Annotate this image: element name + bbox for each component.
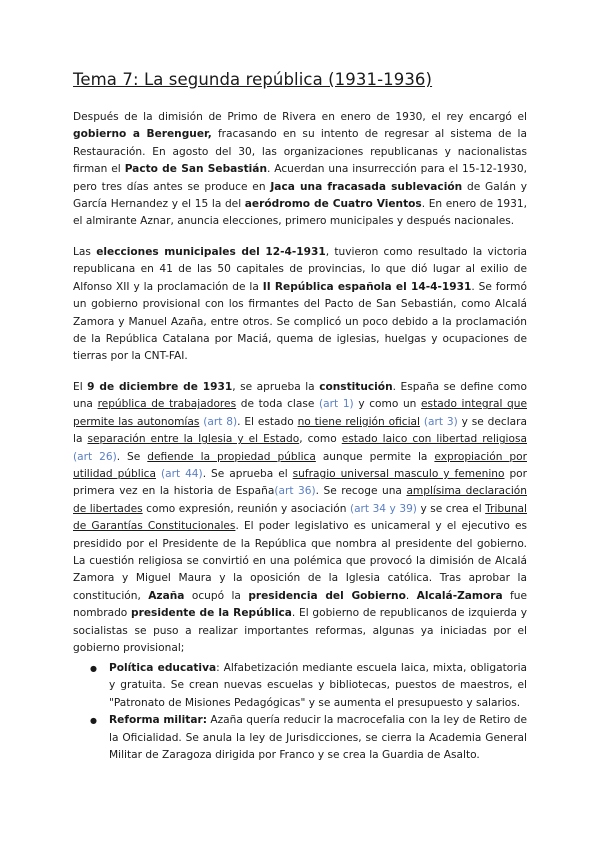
text-run: de Galán y García Hernandez y el 15 la del	[73, 180, 527, 211]
underlined-run: estado laico con libertad religiosa	[341, 433, 527, 446]
list-item-text: : Alfabetización mediante escuela laica, mixta, obligatoria y gratuita. Se crean nuevas escuelas y bibliotecas, puestos de maestros, el "Patronato de Misiones Pedagógicas" y se aumenta el presupuesto y salarios.	[109, 662, 527, 709]
text-run: . España se define como una	[73, 381, 527, 411]
list-item-text: Azaña quería reducir la macrocefalia con la ley de Retiro de la Oficialidad. Se anula la ley de Jurisdicciones, se cierra la Academia General Militar de Zaragoza dirigida por Franco y se crea la Guardia de Asalto.	[109, 714, 527, 762]
underlined-run: Tribunal de Garantías Constitucionales	[73, 502, 527, 533]
bold-run: aeródromo de Cuatro Vientos	[244, 198, 422, 211]
underlined-run: no tiene religión oficial	[297, 415, 420, 428]
text-run: ocupó la	[184, 589, 249, 602]
underlined-run: sufragio universal masculo y femenino	[292, 468, 505, 481]
paragraph-constitution	[73, 379, 527, 658]
article-reference: (art 1)	[319, 398, 354, 411]
text-run: .	[405, 589, 417, 602]
bold-run: elecciones municipales del 12-4-1931	[96, 246, 326, 258]
text-run: , como	[299, 433, 342, 446]
bold-run: Jaca una fracasada sublevación	[270, 180, 463, 193]
article-reference: (art 26)	[73, 450, 117, 463]
paragraph-intro	[73, 109, 527, 231]
text-run: . Se	[116, 450, 148, 463]
bold-run: 9 de diciembre de 1931	[87, 381, 233, 393]
article-reference: (art 44)	[160, 468, 203, 481]
bold-run: gobierno a Berenguer,	[73, 128, 212, 141]
text-run: . En enero de 1931, el almirante Aznar, anuncia elecciones, primero municipales y después nacionales.	[73, 198, 527, 228]
text-run: . El gobierno de republicanos de izquierda y socialistas se puso a realizar importantes reformas, algunas ya iniciadas por el gobierno provisional;	[73, 607, 527, 655]
underlined-run: separación entre la Iglesia y el Estado	[87, 433, 300, 446]
text-run: , se aprueba la	[232, 381, 320, 393]
text-run: Después de la dimisión de Primo de Rivera en enero de 1930, el rey encargó el	[73, 111, 527, 123]
underlined-run: defiende la propiedad pública	[147, 450, 316, 463]
bold-run: Alcalá-Zamora	[416, 589, 503, 602]
text-run: fue nombrado	[73, 589, 527, 620]
underlined-run: expropiación por utilidad pública	[73, 450, 527, 481]
underlined-run: república de trabajadores	[97, 398, 237, 411]
document-title: Tema 7: La segunda república (1931-1936)	[73, 70, 433, 89]
text-run: , tuvieron como resultado la victoria republicana en 41 de las 50 capitales de provincias, lo que dió lugar al exilio de Alfonso XII y la proclamación de la	[73, 246, 528, 293]
text-run: y como un	[353, 398, 422, 411]
bold-run: presidencia del Gobierno	[248, 589, 406, 602]
text-run: Las	[73, 246, 97, 258]
text-run: . Se recoge una	[315, 485, 407, 498]
list-item-label: Reforma militar:	[109, 714, 207, 727]
text-run: fracasando en su intento de regresar al sistema de la Restauración. En agosto del 30, las organizaciones republicanas y nacionalistas firman el	[73, 128, 527, 176]
text-run: como expresión, reunión y asociación	[142, 502, 350, 515]
text-run: de toda clase	[236, 398, 320, 411]
bold-run: II República española el 14-4-1931	[262, 280, 472, 293]
underlined-run: amplísima declaración de libertades	[73, 485, 527, 515]
list-item	[90, 712, 527, 764]
text-run: . El estado	[237, 415, 298, 428]
bold-run: presidente de la República	[131, 607, 292, 620]
article-reference: (art 34 y 39)	[349, 502, 417, 515]
list-item	[90, 660, 527, 712]
text-run: aunque permite la	[315, 450, 435, 463]
text-run: . Acuerdan una insurrección para el 15-12-1930, pero tres días antes se produce en	[73, 163, 527, 193]
paragraph-elections	[73, 244, 527, 366]
article-reference: (art 3)	[423, 415, 458, 428]
bold-run: Azaña	[148, 589, 185, 602]
text-run: . El poder legislativo es unicameral y el ejecutivo es presidido por el Presidente de la República que nombra al presidente del gobierno. La cuestión religiosa se convirtió en una polémica que provocó la dimisión de Alcalá Zamora y Miguel Maura y la oposición de la Iglesia católica. Tras aprobar la constitución,	[73, 520, 527, 602]
text-run: y se declara la	[73, 415, 527, 446]
bold-run: constitución	[319, 381, 393, 393]
bold-run: Pacto de San Sebastián	[124, 163, 267, 176]
list-item-label: Política educativa	[109, 662, 217, 674]
text-run: . Se formó un gobierno provisional con los firmantes del Pacto de San Sebastián, como Alcalá Zamora y Manuel Azaña, entre otros. Se complicó un poco debido a la proclamación de la República Catalana por Maciá, quema de iglesias, huelgas y ocupaciones de tierras por la CNT-FAI.	[73, 280, 527, 363]
article-reference: (art 36)	[274, 485, 316, 498]
text-run: El	[73, 381, 88, 393]
reforms-list	[90, 660, 527, 764]
text-run: y se crea el	[416, 502, 486, 515]
text-run: . Se aprueba el	[202, 468, 293, 481]
article-reference: (art 8)	[203, 415, 238, 428]
underlined-run: estado integral que permite las autonomías	[73, 398, 527, 428]
text-run: por primera vez en la historia de España	[73, 468, 527, 498]
